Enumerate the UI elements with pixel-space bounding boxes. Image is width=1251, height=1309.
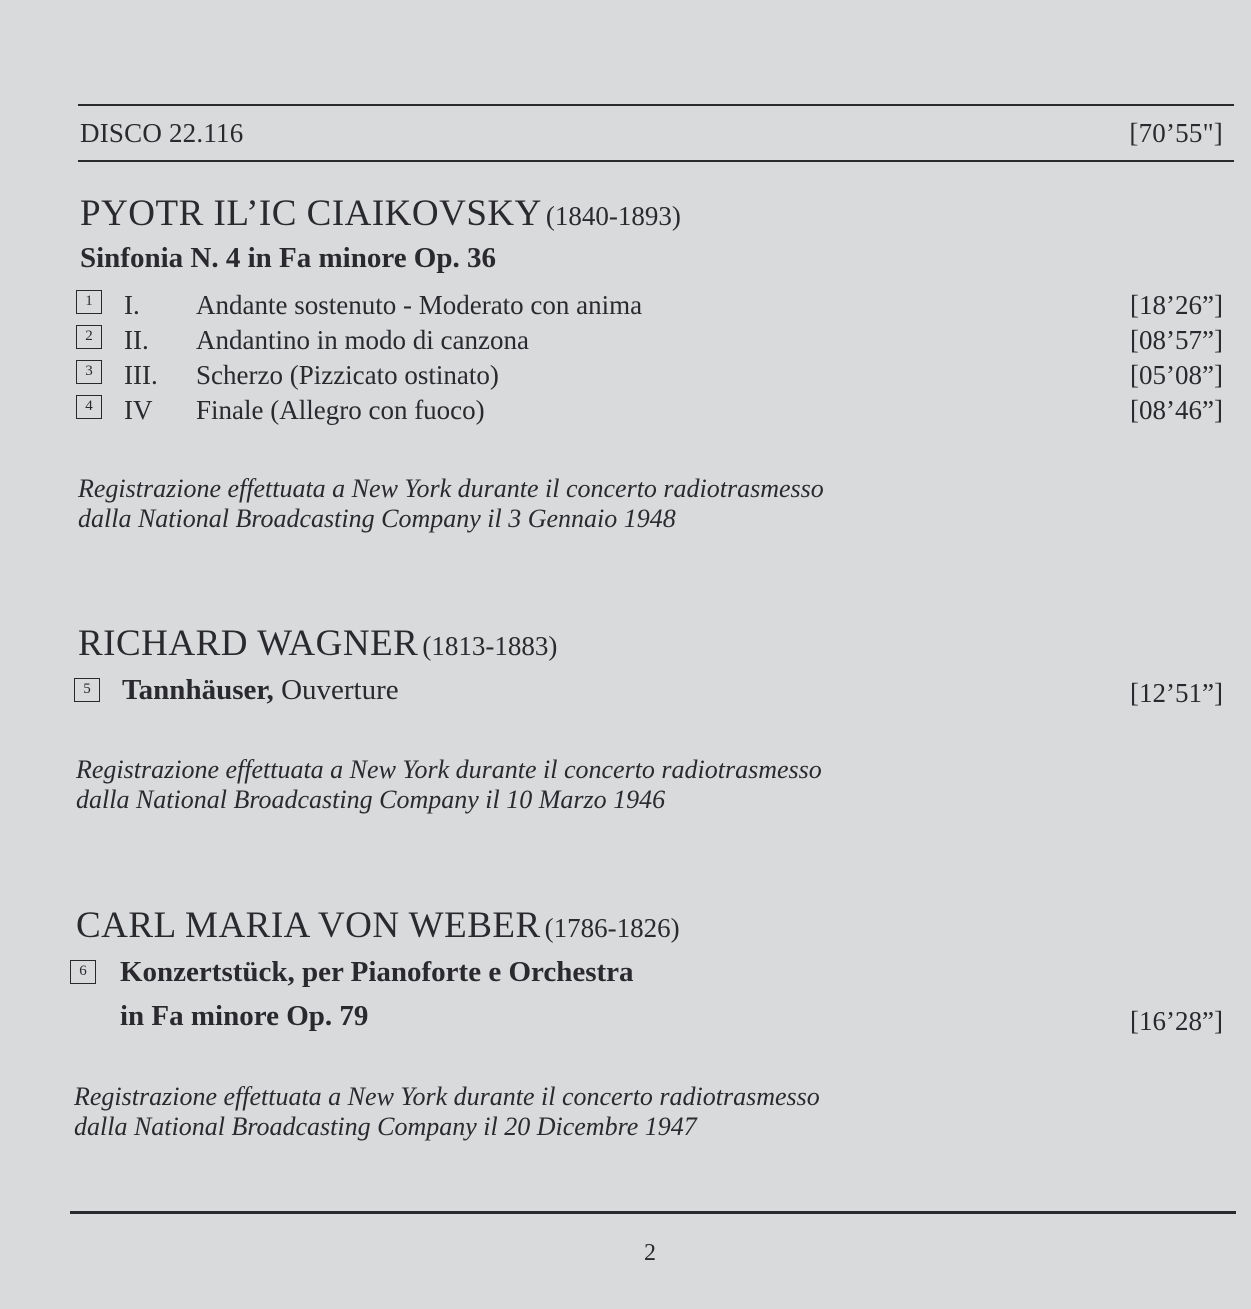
recording-note <box>76 755 822 815</box>
track-duration: [18’26”] <box>1130 290 1223 320</box>
recording-note-line: Registrazione effettuata a New York durante il concerto radiotrasmesso <box>74 1082 820 1111</box>
track-duration: [05’08”] <box>1130 360 1223 390</box>
composer-years: (1786-1826) <box>544 913 680 943</box>
page-number: 2 <box>644 1240 656 1266</box>
recording-note-line: dalla National Broadcasting Company il 3 Gennaio 1948 <box>78 504 676 533</box>
composer-name: CARL MARIA VON WEBER <box>76 905 541 946</box>
work-subtitle: Ouverture <box>273 674 399 706</box>
bottom-rule <box>70 1211 1236 1214</box>
track-number: 5 <box>74 678 100 702</box>
top-rule <box>78 104 1234 106</box>
work-title: Konzertstück, per Pianoforte e Orchestra <box>120 956 634 988</box>
disc-total-duration: [70’55"] <box>1129 118 1223 148</box>
track-number: 1 <box>76 290 102 314</box>
movement-number: IV <box>124 395 153 425</box>
movement-title: Finale (Allegro con fuoco) <box>196 395 485 425</box>
track-duration: [16’28”] <box>1130 1006 1223 1036</box>
composer-name: RICHARD WAGNER <box>78 623 419 664</box>
composer-years: (1813-1883) <box>422 631 558 661</box>
track-duration: [08’57”] <box>1130 325 1223 355</box>
track-number: 6 <box>70 960 96 984</box>
track-title <box>122 674 399 707</box>
movement-number: I. <box>124 290 140 320</box>
track-duration: [12’51”] <box>1130 678 1223 708</box>
recording-note-line: dalla National Broadcasting Company il 20 Dicembre 1947 <box>74 1112 697 1141</box>
track-number: 4 <box>76 395 102 419</box>
track-number: 3 <box>76 360 102 384</box>
movement-title: Andantino in modo di canzona <box>196 325 529 355</box>
composer-heading <box>80 192 681 235</box>
disc-number: DISCO 22.116 <box>80 118 244 148</box>
composer-name: PYOTR IL’IC CIAIKOVSKY <box>80 193 542 234</box>
work-title: Sinfonia N. 4 in Fa minore Op. 36 <box>80 242 496 274</box>
recording-note-line: Registrazione effettuata a New York durante il concerto radiotrasmesso <box>76 755 822 784</box>
recording-note-line: dalla National Broadcasting Company il 10 Marzo 1946 <box>76 785 666 814</box>
movement-title: Scherzo (Pizzicato ostinato) <box>196 360 499 390</box>
work-title: Tannhäuser, <box>122 674 274 706</box>
recording-note <box>74 1082 820 1142</box>
work-title-continued: in Fa minore Op. 79 <box>120 1000 369 1032</box>
header-rule <box>78 160 1234 162</box>
composer-years: (1840-1893) <box>545 201 681 231</box>
movement-number: II. <box>124 325 149 355</box>
recording-note-line: Registrazione effettuata a New York durante il concerto radiotrasmesso <box>78 474 824 503</box>
track-duration: [08’46”] <box>1130 395 1223 425</box>
recording-note <box>78 474 824 534</box>
movement-number: III. <box>124 360 158 390</box>
movement-title: Andante sostenuto - Moderato con anima <box>196 290 643 320</box>
composer-heading <box>76 904 680 947</box>
track-number: 2 <box>76 325 102 349</box>
composer-heading <box>78 622 557 665</box>
